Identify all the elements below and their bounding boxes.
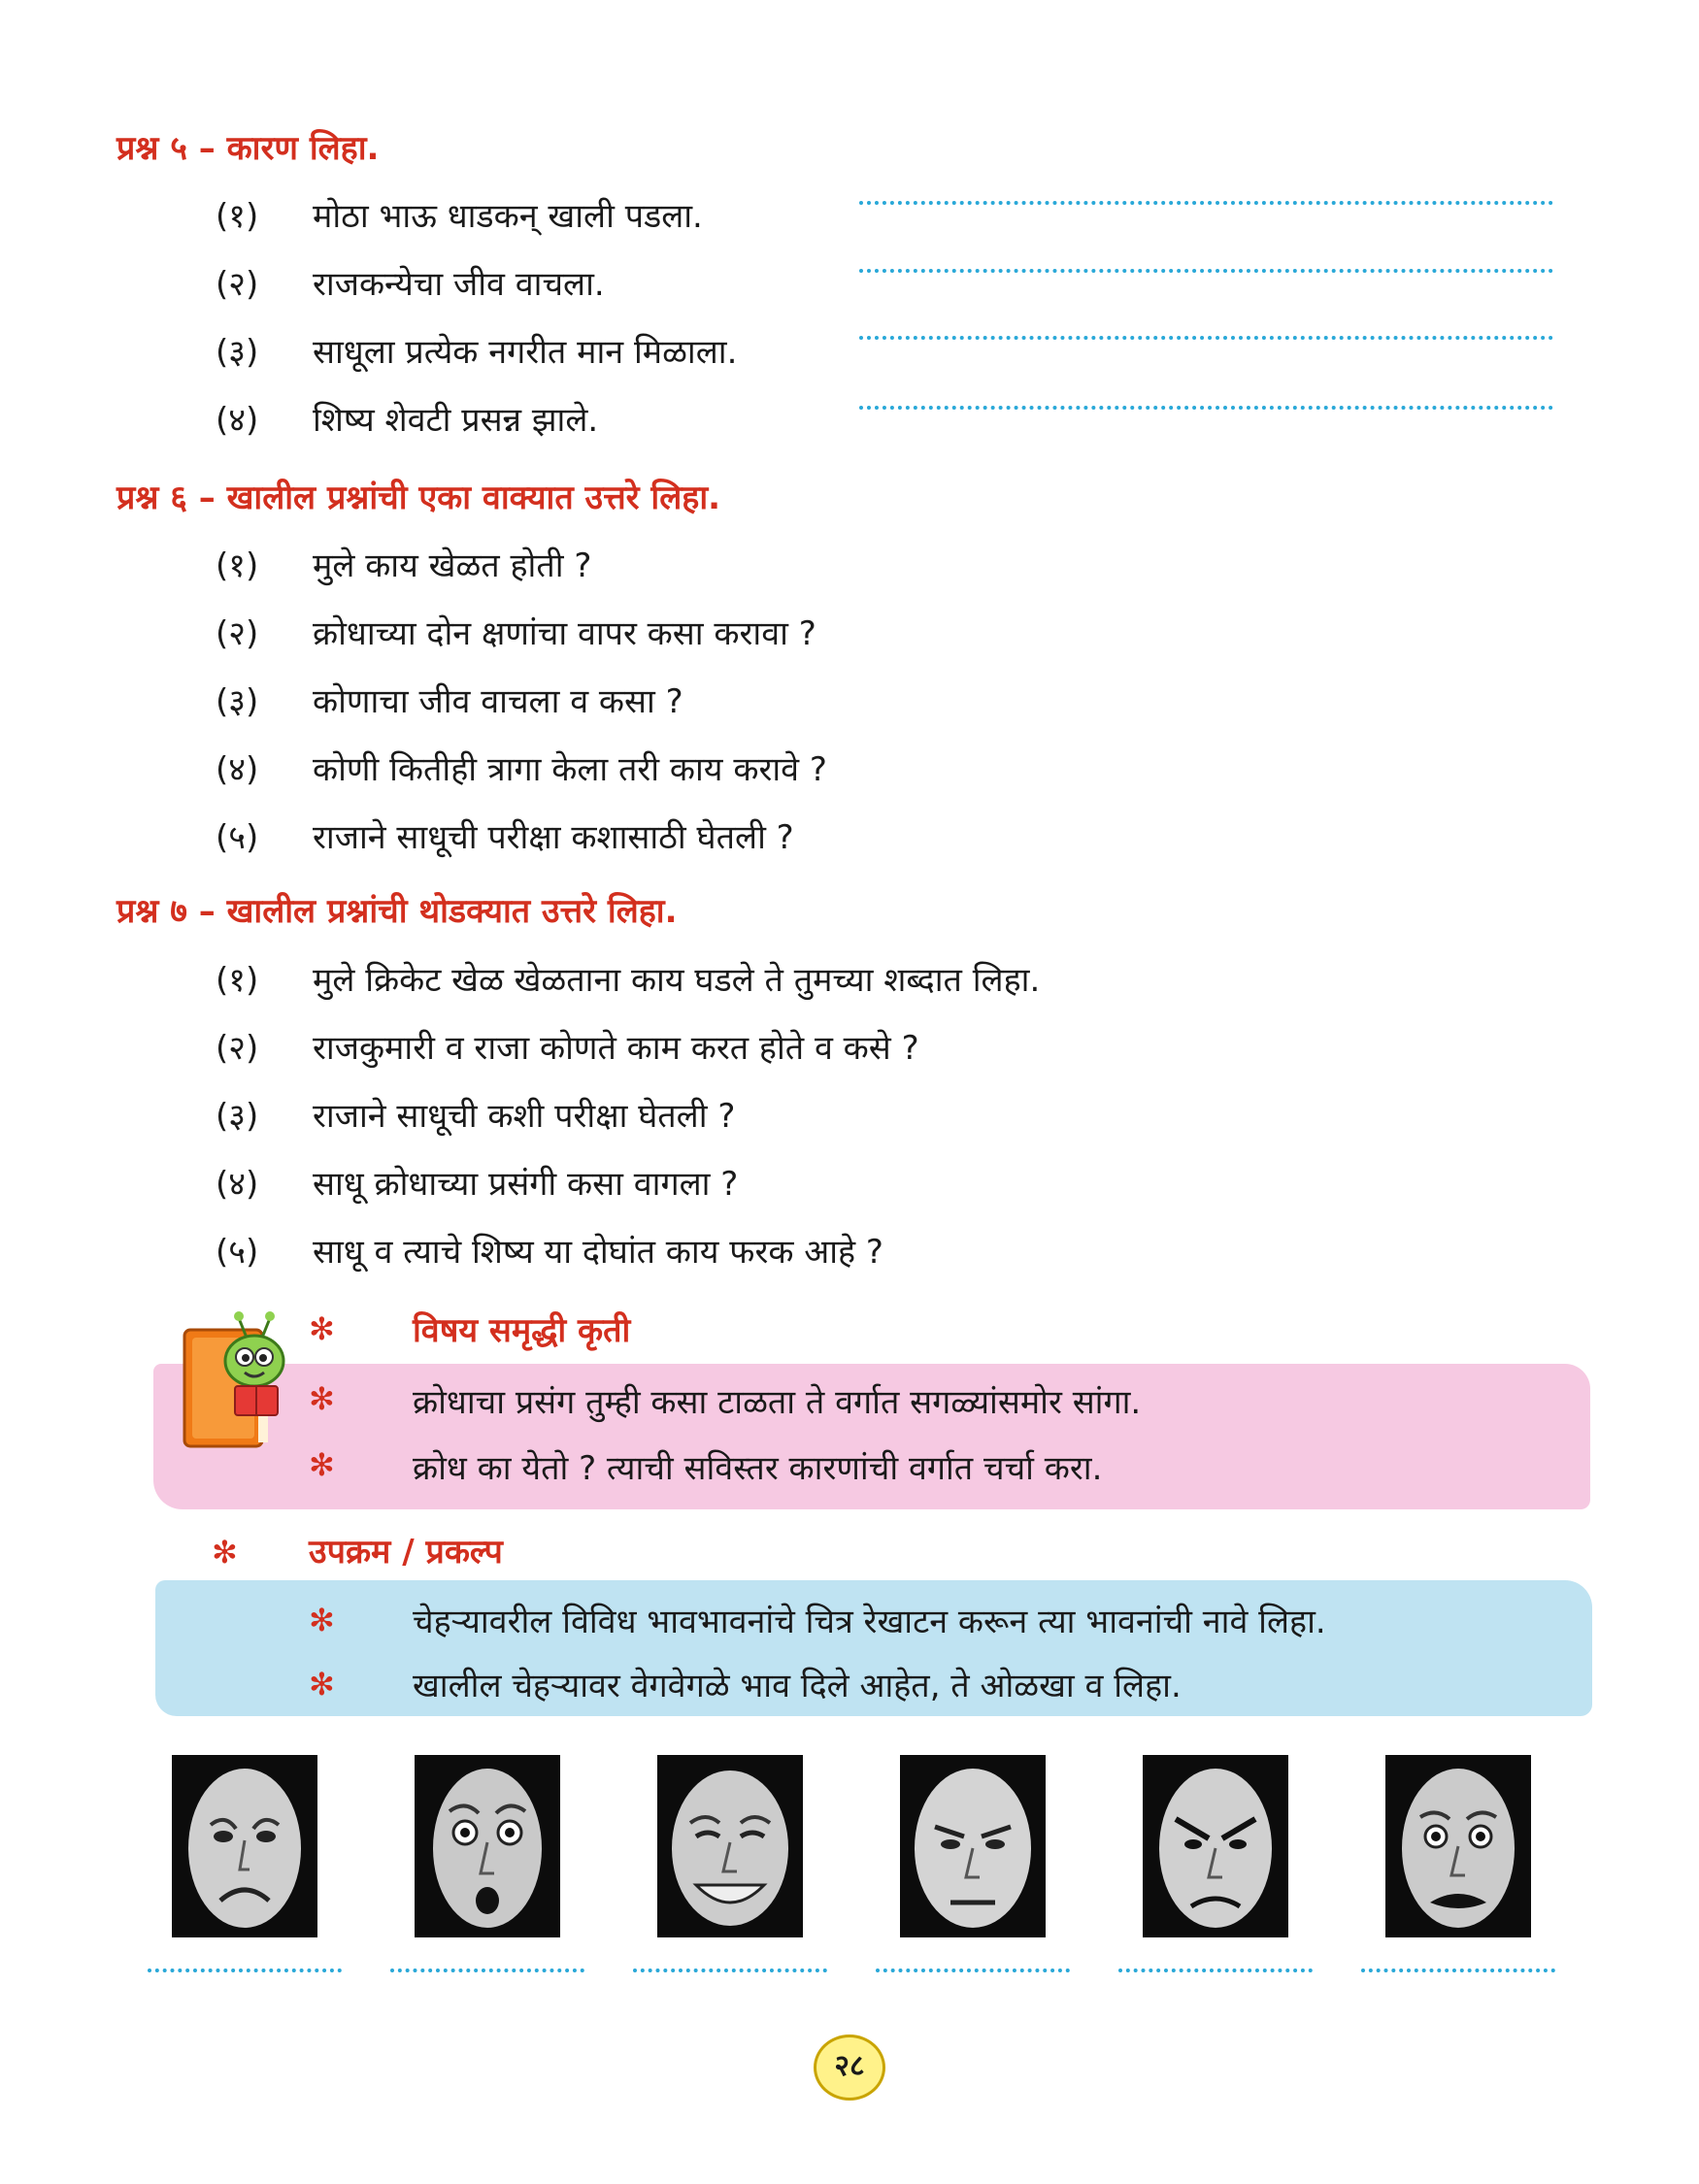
q6-item-text: मुले काय खेळत होती ? [313,546,592,585]
q5-item-number: (४) [216,401,259,440]
q5-item-number: (२) [216,265,259,304]
q5-heading: प्रश्न ५ – कारण लिहा. [117,129,380,168]
face-answer-line[interactable] [390,1969,584,1972]
answer-line[interactable] [859,201,1553,205]
q6-item-text: कोणी कितीही त्रागा केला तरी काय करावे ? [313,750,827,789]
answer-line[interactable] [859,406,1553,410]
bullet-icon: ✻ [309,1602,335,1638]
face-answer-line[interactable] [148,1969,342,1972]
q6-item-number: (५) [216,818,259,857]
q7-heading: प्रश्न ७ – खालील प्रश्नांची थोडक्यात उत्तरे लिहा. [117,892,678,931]
face-answer-line[interactable] [1118,1969,1313,1972]
project-heading: उपक्रम / प्रकल्प [309,1533,503,1572]
bullet-icon: ✻ [309,1446,335,1483]
q7-item-number: (३) [216,1097,259,1136]
book-mascot-icon [175,1291,301,1456]
answer-line[interactable] [859,269,1553,273]
q5-item-number: (१) [216,197,259,236]
face-answer-line[interactable] [876,1969,1070,1972]
bullet-icon: ✻ [309,1380,335,1417]
q5-item-text: शिष्य शेवटी प्रसन्न झाले. [313,401,599,440]
page-number: २८ [814,2035,885,2101]
q6-item-number: (१) [216,546,259,585]
q6-heading: प्रश्न ६ – खालील प्रश्नांची एका वाक्यात उत्तरे लिहा. [117,479,721,517]
face-answer-line[interactable] [1361,1969,1555,1972]
project-item: चेहऱ्यावरील विविध भावभावनांचे चित्र रेखाटन करून त्या भावनांची नावे लिहा. [413,1603,1326,1641]
q7-item-number: (५) [216,1233,259,1272]
q7-item-number: (१) [216,961,259,1000]
bullet-icon: ✻ [309,1666,335,1703]
q7-item-text: साधू क्रोधाच्या प्रसंगी कसा वागला ? [313,1165,739,1204]
bullet-icon: ✻ [309,1310,335,1347]
q7-item-text: राजकुमारी व राजा कोणते काम करत होते व कसे ? [313,1029,919,1068]
q7-item-text: मुले क्रिकेट खेळ खेळताना काय घडले ते तुमच्या शब्दात लिहा. [313,961,1041,1000]
q6-item-number: (२) [216,614,259,653]
q5-item-text: साधूला प्रत्येक नगरीत मान मिळाला. [313,333,738,372]
bullet-icon: ✻ [212,1534,238,1571]
enrichment-item: क्रोध का येतो ? त्याची सविस्तर कारणांची वर्गात चर्चा करा. [413,1449,1103,1488]
q5-item-text: राजकन्येचा जीव वाचला. [313,265,605,304]
answer-line[interactable] [859,336,1553,340]
q6-item-number: (३) [216,682,259,721]
q5-item-text: मोठा भाऊ धाडकन् खाली पडला. [313,197,703,236]
face-mask-scared [1385,1755,1531,1937]
face-mask-sad [172,1755,317,1937]
q7-item-number: (२) [216,1029,259,1068]
enrichment-heading: विषय समृद्धी कृती [413,1311,631,1350]
q5-item-number: (३) [216,333,259,372]
q6-item-text: राजाने साधूची परीक्षा कशासाठी घेतली ? [313,818,794,857]
face-answer-line[interactable] [633,1969,827,1972]
q6-item-text: कोणाचा जीव वाचला व कसा ? [313,682,683,721]
q7-item-text: राजाने साधूची कशी परीक्षा घेतली ? [313,1097,736,1136]
q7-item-number: (४) [216,1165,259,1204]
q6-item-number: (४) [216,750,259,789]
face-mask-grumpy [900,1755,1046,1937]
face-mask-happy [657,1755,803,1937]
face-mask-angry [1143,1755,1288,1937]
enrichment-item: क्रोधाचा प्रसंग तुम्ही कसा टाळता ते वर्गात सगळ्यांसमोर सांगा. [413,1383,1142,1422]
face-mask-shocked [415,1755,560,1937]
project-item: खालील चेहऱ्यावर वेगवेगळे भाव दिले आहेत, ते ओळखा व लिहा. [413,1667,1182,1705]
q7-item-text: साधू व त्याचे शिष्य या दोघांत काय फरक आहे ? [313,1233,883,1272]
q6-item-text: क्रोधाच्या दोन क्षणांचा वापर कसा करावा ? [313,614,816,653]
